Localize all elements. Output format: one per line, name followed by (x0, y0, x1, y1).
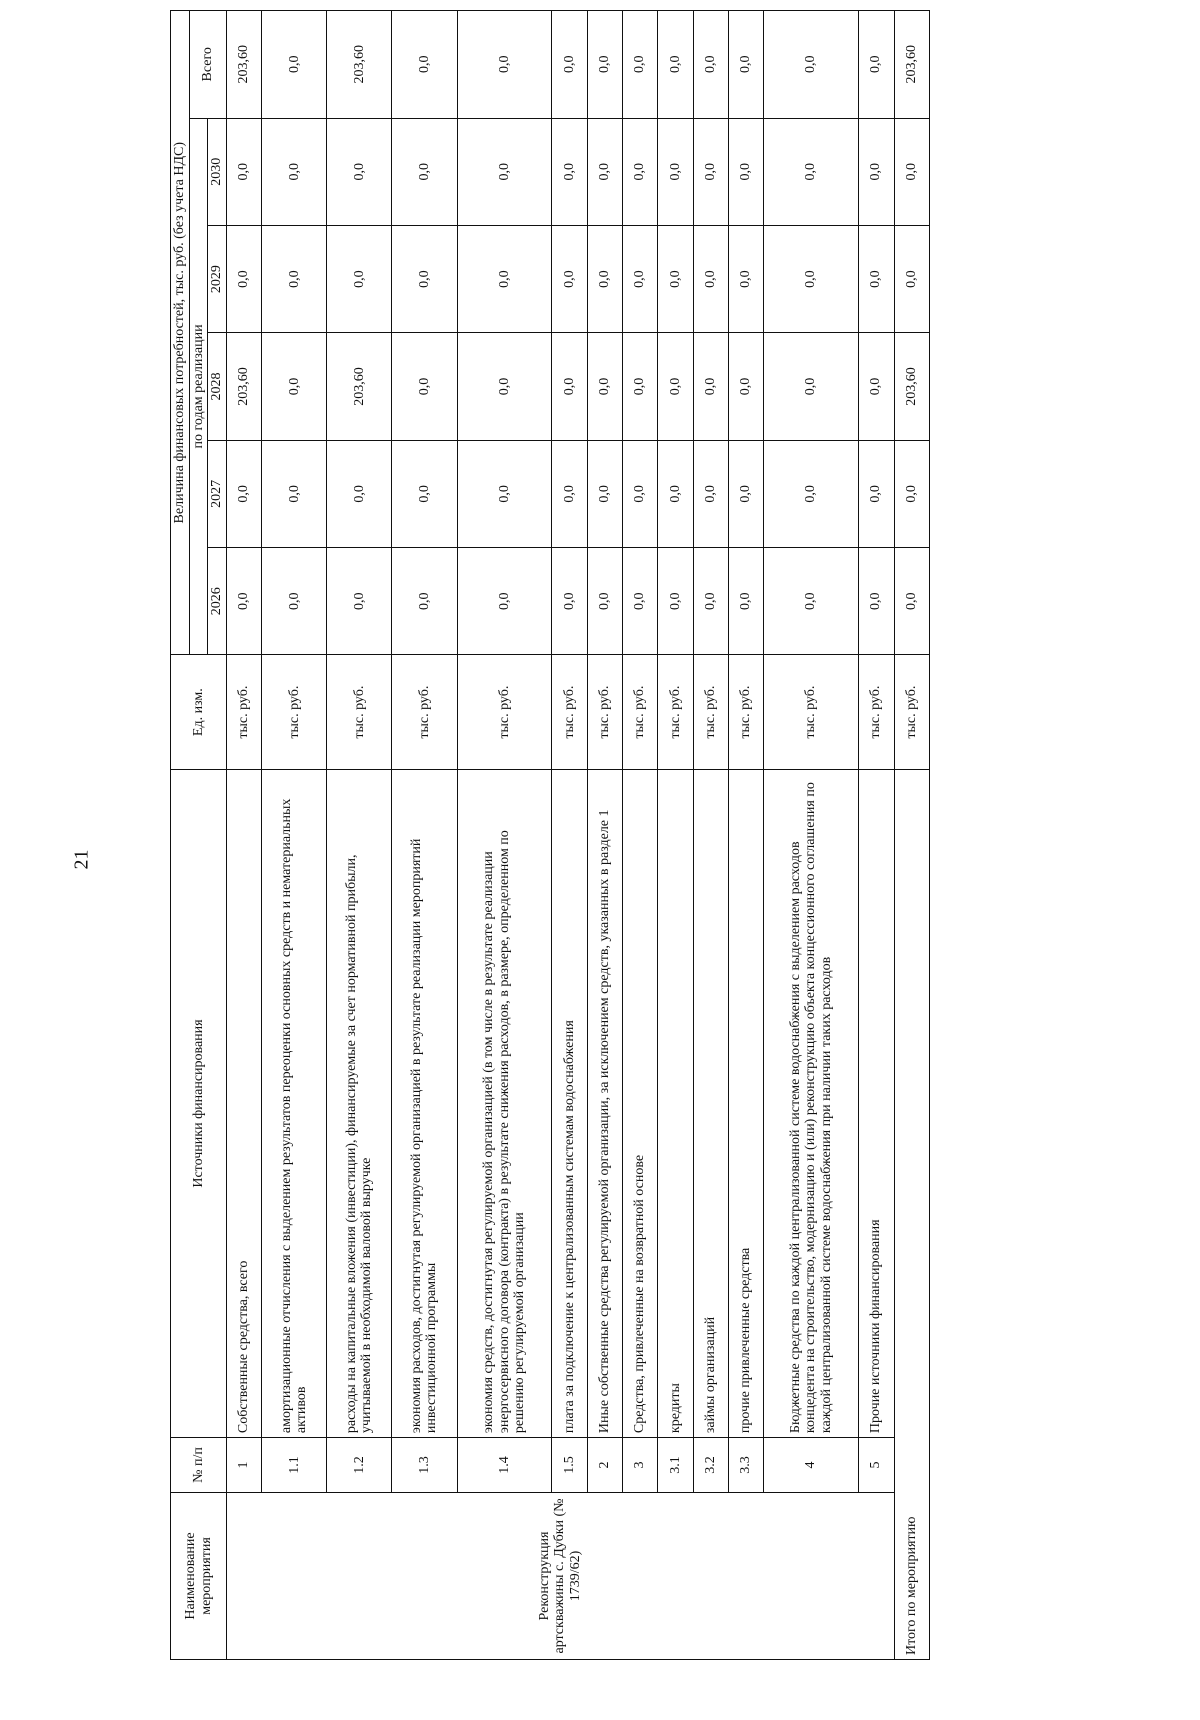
row-value: 0,0 (764, 548, 859, 655)
row-value: 0,0 (693, 440, 728, 547)
row-value: 0,0 (392, 548, 457, 655)
total-row-value: 0,0 (894, 548, 930, 655)
row-value: 0,0 (262, 333, 327, 440)
header-financial-needs: Величина финансовых потребностей, тыс. руб. (без учета НДС) (171, 11, 190, 655)
row-unit: тыс. руб. (552, 655, 587, 770)
rotated-table-container (170, 10, 930, 1660)
table-row (658, 11, 693, 1660)
row-unit: тыс. руб. (587, 655, 622, 770)
row-value: 0,0 (859, 333, 894, 440)
row-value: 0,0 (622, 118, 657, 225)
row-value: 0,0 (658, 118, 693, 225)
row-value: 0,0 (658, 225, 693, 332)
row-num: 4 (764, 1438, 859, 1493)
table-row (262, 11, 327, 1660)
row-source: амортизационные отчисления с выделением результатов переоценки основных средств и нематериальных активов (262, 769, 327, 1437)
row-num: 1.5 (552, 1438, 587, 1493)
row-value: 0,0 (658, 333, 693, 440)
header-unit: Ед. изм. (171, 655, 227, 770)
header-measure-name: Наименование мероприятия (171, 1492, 227, 1659)
row-value: 0,0 (587, 118, 622, 225)
table-row (552, 11, 587, 1660)
header-by-years: по годам реализации (189, 118, 208, 655)
row-value: 0,0 (622, 440, 657, 547)
header-source: Источники финансирования (171, 769, 227, 1437)
row-value: 0,0 (693, 333, 728, 440)
total-row-value: 203,60 (894, 333, 930, 440)
row-source: Собственные средства, всего (227, 769, 262, 1437)
row-source: экономия средств, достигнутая регулируемой организацией (в том числе в результате реализации энергосервисного договора (контракта) в результате снижения расходов, в размере, определенном по решению регулируемой организации (457, 769, 552, 1437)
row-unit: тыс. руб. (764, 655, 859, 770)
row-value: 0,0 (392, 333, 457, 440)
row-num: 1.4 (457, 1438, 552, 1493)
row-value: 0,0 (392, 440, 457, 547)
row-value-total: 0,0 (587, 11, 622, 119)
row-unit: тыс. руб. (693, 655, 728, 770)
row-unit: тыс. руб. (622, 655, 657, 770)
row-value: 0,0 (859, 440, 894, 547)
row-value: 0,0 (227, 225, 262, 332)
total-row (894, 11, 930, 1660)
table-row (859, 11, 894, 1660)
row-value: 0,0 (764, 440, 859, 547)
row-source: кредиты (658, 769, 693, 1437)
row-value: 0,0 (552, 333, 587, 440)
row-value: 0,0 (587, 548, 622, 655)
row-value: 0,0 (693, 548, 728, 655)
row-value-total: 0,0 (764, 11, 859, 119)
table-row (457, 11, 552, 1660)
row-source: Иные собственные средства регулируемой организации, за исключением средств, указанных в разделе 1 (587, 769, 622, 1437)
row-value-total: 203,60 (327, 11, 392, 119)
row-num: 5 (859, 1438, 894, 1493)
row-value: 0,0 (693, 118, 728, 225)
row-unit: тыс. руб. (658, 655, 693, 770)
total-row-value: 0,0 (894, 225, 930, 332)
total-row-unit: тыс. руб. (894, 655, 930, 770)
row-value: 0,0 (729, 333, 764, 440)
row-value: 0,0 (764, 118, 859, 225)
row-source: Средства, привлеченные на возвратной основе (622, 769, 657, 1437)
row-source: Бюджетные средства по каждой централизованной системе водоснабжения с выделением расходов концедента на строительство, модернизацию и (или) реконструкцию объекта концессионного соглашения по каждой централизованной системе водоснабжения при наличии таких расходов (764, 769, 859, 1437)
table-body (227, 11, 930, 1660)
row-value: 0,0 (658, 548, 693, 655)
row-value: 0,0 (729, 548, 764, 655)
row-value: 0,0 (552, 440, 587, 547)
row-source: плата за подключение к централизованным системам водоснабжения (552, 769, 587, 1437)
row-value: 0,0 (859, 548, 894, 655)
row-unit: тыс. руб. (729, 655, 764, 770)
total-row-value: 0,0 (894, 440, 930, 547)
row-num: 3.1 (658, 1438, 693, 1493)
row-value: 203,60 (327, 333, 392, 440)
row-value-total: 0,0 (693, 11, 728, 119)
row-value: 0,0 (859, 225, 894, 332)
row-value-total: 0,0 (457, 11, 552, 119)
row-source: расходы на капитальные вложения (инвестиции), финансируемые за счет нормативной прибыли, учитываемой в необходимой валовой выручке (327, 769, 392, 1437)
row-unit: тыс. руб. (392, 655, 457, 770)
row-num: 3 (622, 1438, 657, 1493)
row-value: 0,0 (764, 333, 859, 440)
row-value-total: 0,0 (622, 11, 657, 119)
row-num: 1.2 (327, 1438, 392, 1493)
row-unit: тыс. руб. (457, 655, 552, 770)
row-value-total: 0,0 (262, 11, 327, 119)
row-value: 0,0 (587, 333, 622, 440)
row-value: 0,0 (327, 225, 392, 332)
row-value: 0,0 (552, 225, 587, 332)
row-value: 203,60 (227, 333, 262, 440)
table-row (729, 11, 764, 1660)
row-value: 0,0 (729, 440, 764, 547)
row-value: 0,0 (262, 225, 327, 332)
row-value-total: 0,0 (729, 11, 764, 119)
table-row (227, 11, 262, 1660)
row-value: 0,0 (859, 118, 894, 225)
header-year: 2026 (208, 548, 227, 655)
row-value: 0,0 (457, 225, 552, 332)
row-source: займы организаций (693, 769, 728, 1437)
row-value-total: 0,0 (552, 11, 587, 119)
row-value: 0,0 (729, 118, 764, 225)
table-row (587, 11, 622, 1660)
row-num: 3.2 (693, 1438, 728, 1493)
row-unit: тыс. руб. (262, 655, 327, 770)
table-row (764, 11, 859, 1660)
header-year: 2029 (208, 225, 227, 332)
row-value: 0,0 (457, 548, 552, 655)
row-value: 0,0 (764, 225, 859, 332)
row-value: 0,0 (227, 118, 262, 225)
row-value: 0,0 (327, 548, 392, 655)
row-value: 0,0 (457, 440, 552, 547)
row-value: 0,0 (552, 118, 587, 225)
table-row (327, 11, 392, 1660)
header-total: Всего (189, 11, 226, 119)
row-value: 0,0 (262, 440, 327, 547)
row-value: 0,0 (729, 225, 764, 332)
header-year: 2027 (208, 440, 227, 547)
row-value: 0,0 (227, 548, 262, 655)
table-header (171, 11, 227, 1660)
row-num: 2 (587, 1438, 622, 1493)
row-value: 0,0 (658, 440, 693, 547)
row-unit: тыс. руб. (859, 655, 894, 770)
row-value-total: 0,0 (392, 11, 457, 119)
header-year: 2028 (208, 333, 227, 440)
row-value: 0,0 (457, 118, 552, 225)
row-value: 0,0 (327, 440, 392, 547)
row-value: 0,0 (622, 548, 657, 655)
row-unit: тыс. руб. (327, 655, 392, 770)
row-source: Прочие источники финансирования (859, 769, 894, 1437)
row-source: экономия расходов, достигнутая регулируемой организацией в результате реализации мероприятий инвестиционной программы (392, 769, 457, 1437)
row-unit: тыс. руб. (227, 655, 262, 770)
row-num: 1.3 (392, 1438, 457, 1493)
row-source: прочие привлеченные средства (729, 769, 764, 1437)
header-num: № п/п (171, 1438, 227, 1493)
row-value: 0,0 (552, 548, 587, 655)
financing-table (170, 10, 930, 1660)
row-value: 0,0 (227, 440, 262, 547)
total-row-label: Итого по мероприятию (894, 769, 930, 1659)
header-year: 2030 (208, 118, 227, 225)
row-value: 0,0 (587, 225, 622, 332)
table-row (622, 11, 657, 1660)
row-value-total: 0,0 (658, 11, 693, 119)
row-value: 0,0 (622, 225, 657, 332)
page-number: 21 (70, 849, 93, 870)
row-value: 0,0 (392, 225, 457, 332)
row-num: 1.1 (262, 1438, 327, 1493)
total-row-value: 0,0 (894, 118, 930, 225)
row-value: 0,0 (262, 548, 327, 655)
table-row (392, 11, 457, 1660)
row-value: 0,0 (457, 333, 552, 440)
total-row-value-total: 203,60 (894, 11, 930, 119)
row-num: 3.3 (729, 1438, 764, 1493)
row-value: 0,0 (262, 118, 327, 225)
row-value-total: 0,0 (859, 11, 894, 119)
row-value-total: 203,60 (227, 11, 262, 119)
row-value: 0,0 (587, 440, 622, 547)
row-num: 1 (227, 1438, 262, 1493)
row-value: 0,0 (327, 118, 392, 225)
measure-name: Реконструкция артскважины с. Дубки (№ 1739/62) (227, 1492, 894, 1659)
table-row (693, 11, 728, 1660)
row-value: 0,0 (622, 333, 657, 440)
row-value: 0,0 (693, 225, 728, 332)
row-value: 0,0 (392, 118, 457, 225)
